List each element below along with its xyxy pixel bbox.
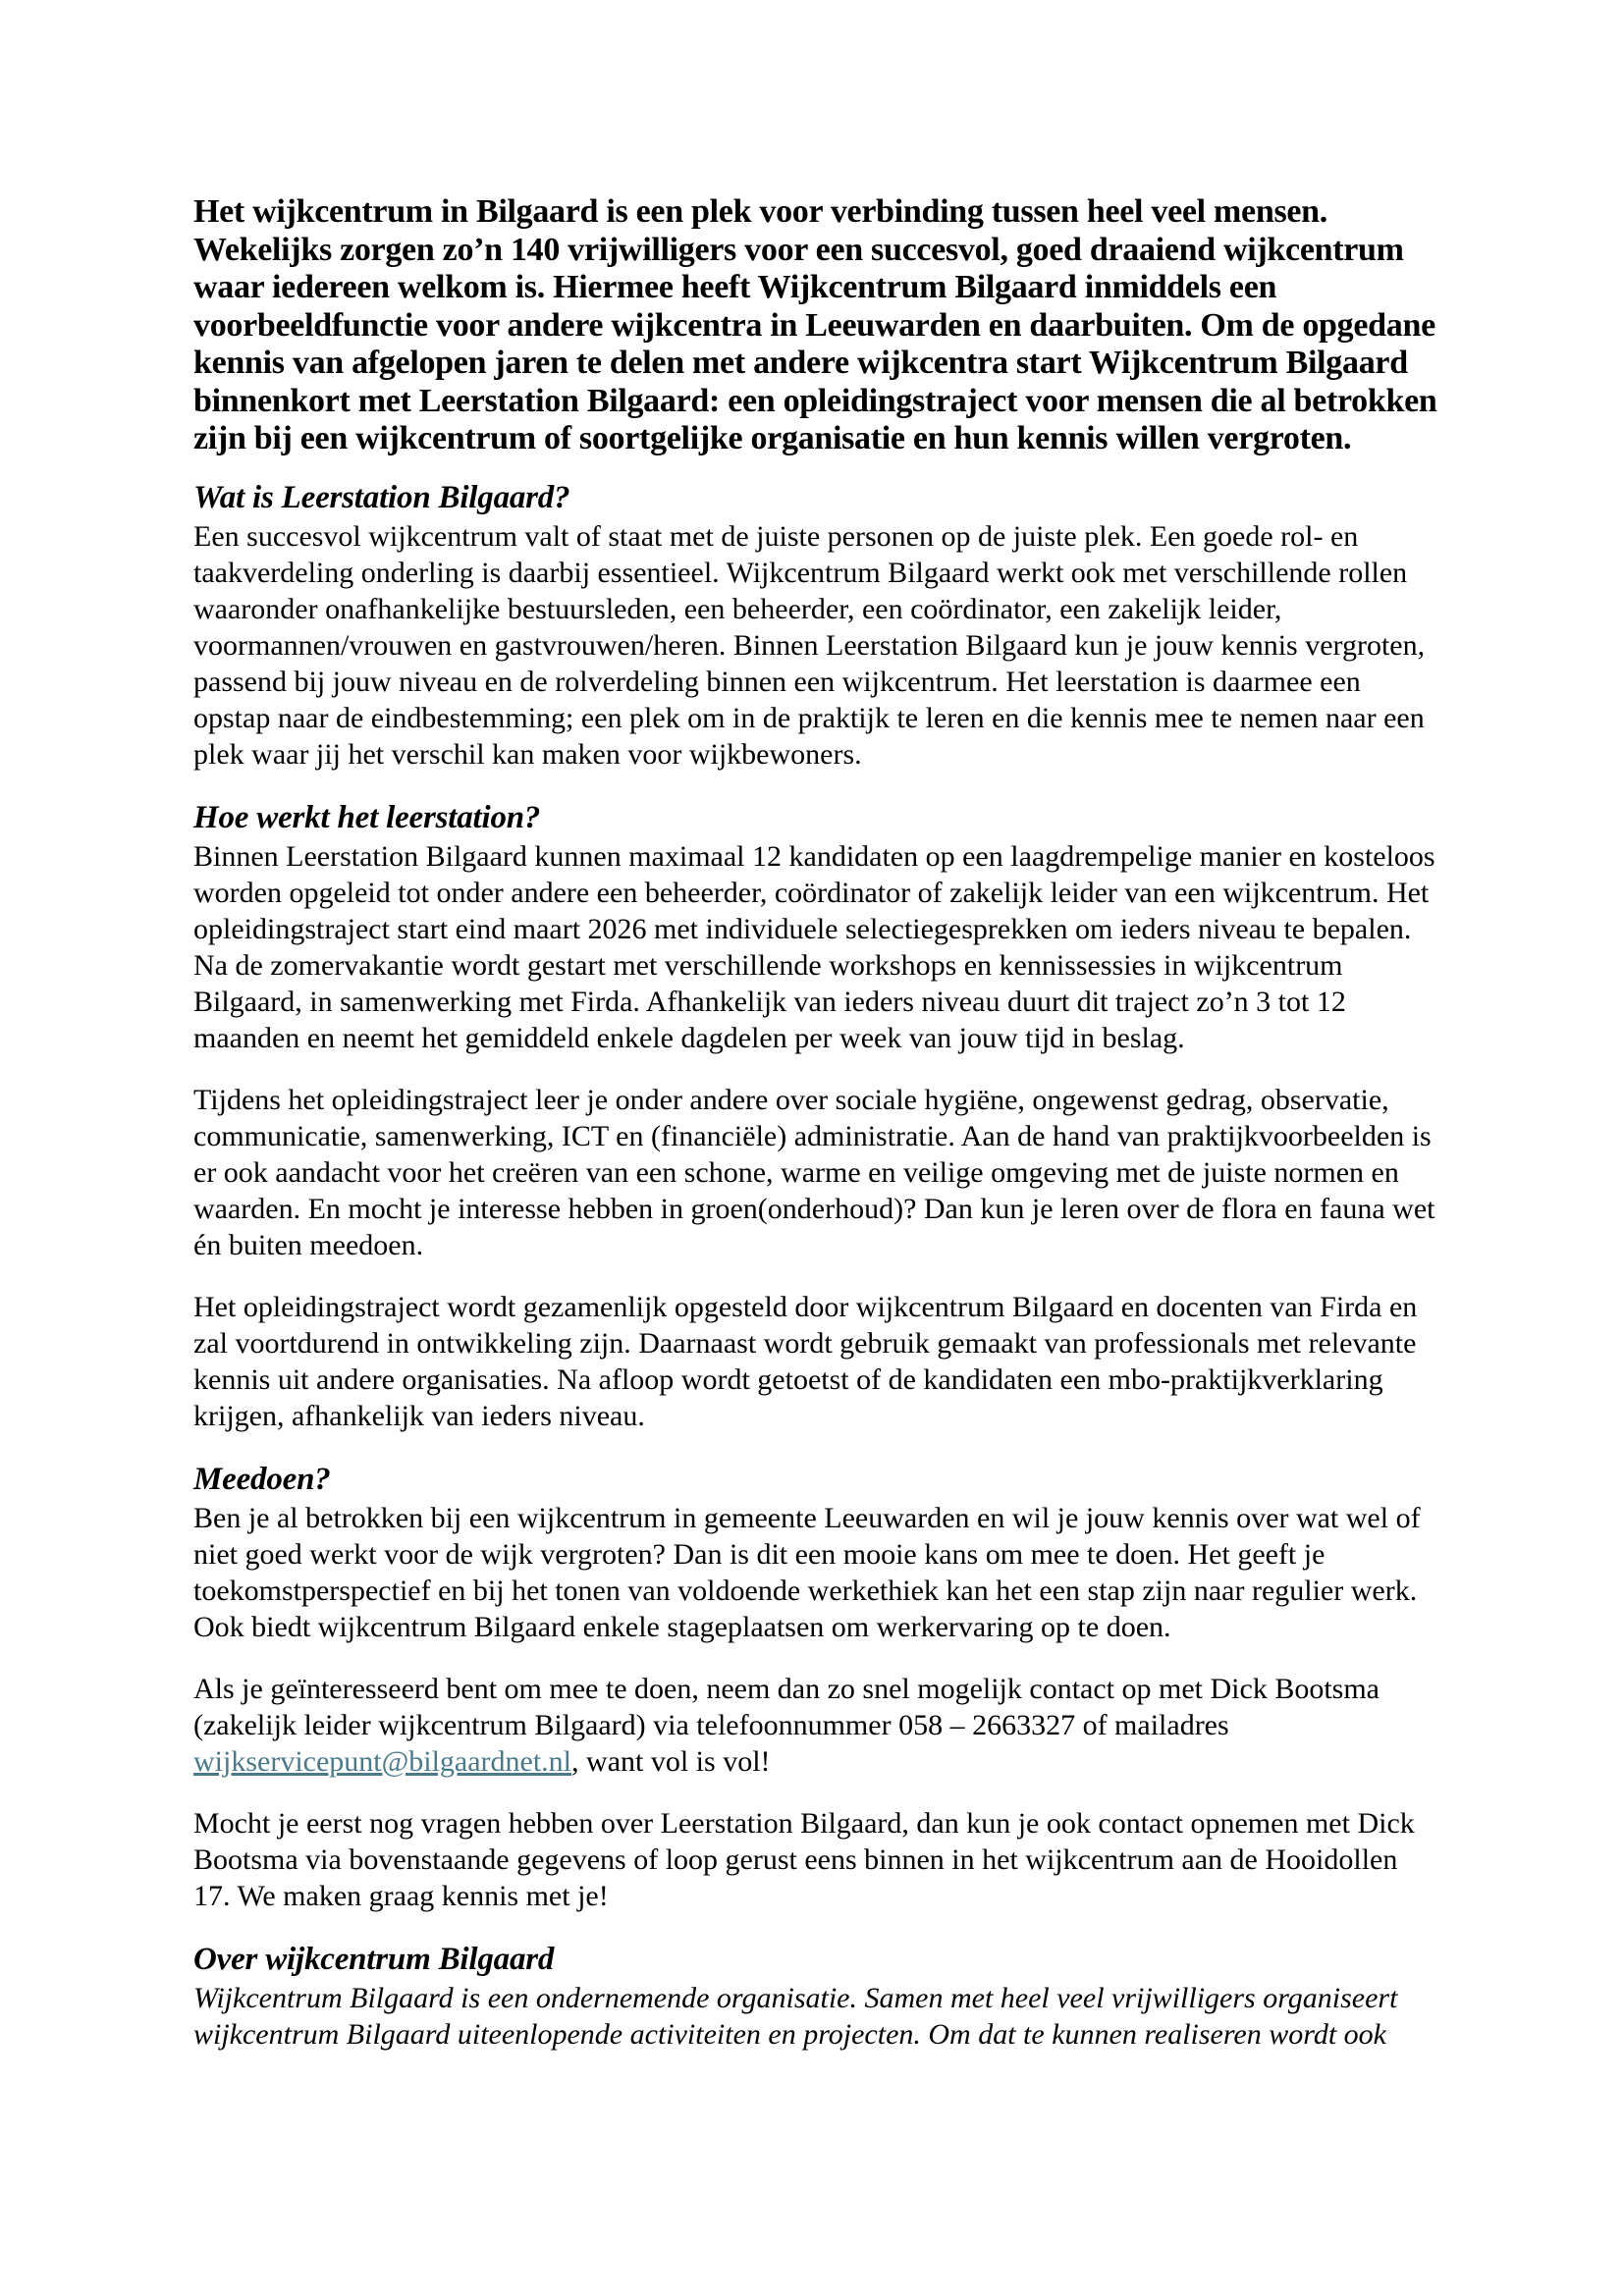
intro-paragraph: Het wijkcentrum in Bilgaard is een plek voor verbinding tussen heel veel mensen. Wekelijks zorgen zo’n 140 vrijwilligers voor een succesvol, goed draaiend wijkcentrum waar iedereen welkom is. Hiermee heeft Wijkcentrum Bilgaard inmiddels een voorbeeldfunctie voor andere wijkcentra in Leeuwarden en daarbuiten. Om de opgedane kennis van afgelopen jaren te delen met andere wijkcentra start Wijkcentrum Bilgaard binnenkort met Leerstation Bilgaard: een opleidingstraject voor mensen die al betrokken zijn bij een wijkcentrum of soortgelijke organisatie en hun kennis willen vergroten. [193,193,1437,456]
body-paragraph: Binnen Leerstation Bilgaard kunnen maximaal 12 kandidaten op een laagdrempelige manier en kosteloos worden opgeleid tot onder andere een beheerder, coördinator of zakelijk leider van een wijkcentrum. Het opleidingstraject start eind maart 2026 met individuele selectiegesprekken om ieders niveau te bepalen. Na de zomervakantie wordt gestart met verschillende workshops en kennissessies in wijkcentrum Bilgaard, in samenwerking met Firda. Afhankelijk van ieders niveau duurt dit traject zo’n 3 tot 12 maanden en neemt het gemiddeld enkele dagdelen per week van jouw tijd in beslag. [193,839,1435,1054]
body-paragraph: Een succesvol wijkcentrum valt of staat met de juiste personen op de juiste plek. Een goede rol- en taakverdeling onderling is daarbij essentieel. Wijkcentrum Bilgaard werkt ook met verschillende rollen waaronder onafhankelijke bestuursleden, een beheerder, een coördinator, een zakelijk leider, voormannen/vrouwen en gastvrouwen/heren. Binnen Leerstation Bilgaard kun je jouw kennis vergroten, passend bij jouw niveau en de rolverdeling binnen een wijkcentrum. Het leerstation is daarmee een opstap naar de eindbestemming; een plek om in de praktijk te leren en die kennis mee te nemen naar een plek waar jij het verschil kan maken voor wijkbewoners. [193,519,1426,771]
body-paragraph: Tijdens het opleidingstraject leer je onder andere over sociale hygiëne, ongewenst gedrag, observatie, communicatie, samenwerking, ICT en (financiële) administratie. Aan de hand van praktijkvoorbeelden is er ook aandacht voor het creëren van een schone, warme en veilige omgeving met de juiste normen en waarden. En mocht je interesse hebben in groen(onderhoud)? Dan kun je leren over de flora en fauna wet én buiten meedoen. [193,1083,1435,1261]
section-heading-hoe-werkt: Hoe werkt het leerstation? [193,799,541,835]
section-heading-over-wijkcentrum: Over wijkcentrum Bilgaard [193,1941,555,1977]
section-heading-meedoen: Meedoen? [193,1461,331,1497]
contact-text-pre: Als je geïnteresseerd bent om mee te doen, neem dan zo snel mogelijk contact op met Dick Bootsma (zakelijk leider wijkcentrum Bilgaard) via telefoonnummer 058 – 2663327 of mailadres [193,1672,1380,1741]
body-paragraph-italic: Wijkcentrum Bilgaard is een ondernemende organisatie. Samen met heel veel vrijwilligers organiseert wijkcentrum Bilgaard uiteenlopende activiteiten en projecten. Om dat te kunnen realiseren wordt ook [193,1981,1398,2051]
section-heading-wat-is-leerstation: Wat is Leerstation Bilgaard? [193,479,570,515]
contact-paragraph [193,1671,1440,1780]
body-paragraph: Mocht je eerst nog vragen hebben over Leerstation Bilgaard, dan kun je ook contact opnemen met Dick Bootsma via bovenstaande gegevens of loop gerust eens binnen in het wijkcentrum aan de Hooidollen 17. We maken graag kennis met je! [193,1806,1415,1912]
contact-text-post: , want vol is vol! [571,1744,771,1778]
email-link[interactable]: wijkservicepunt@bilgaardnet.nl [193,1744,572,1778]
body-paragraph: Ben je al betrokken bij een wijkcentrum in gemeente Leeuwarden en wil je jouw kennis over wat wel of niet goed werkt voor de wijk vergroten? Dan is dit een mooie kans om mee te doen. Het geeft je toekomstperspectief en bij het tonen van voldoende werkethiek kan het een stap zijn naar regulier werk. Ook biedt wijkcentrum Bilgaard enkele stageplaatsen om werkervaring op te doen. [193,1501,1421,1643]
body-paragraph: Het opleidingstraject wordt gezamenlijk opgesteld door wijkcentrum Bilgaard en docenten van Firda en zal voortdurend in ontwikkeling zijn. Daarnaast wordt gebruik gemaakt van professionals met relevante kennis uit andere organisaties. Na afloop wordt getoetst of de kandidaten een mbo-praktijkverklaring krijgen, afhankelijk van ieders niveau. [193,1290,1418,1432]
